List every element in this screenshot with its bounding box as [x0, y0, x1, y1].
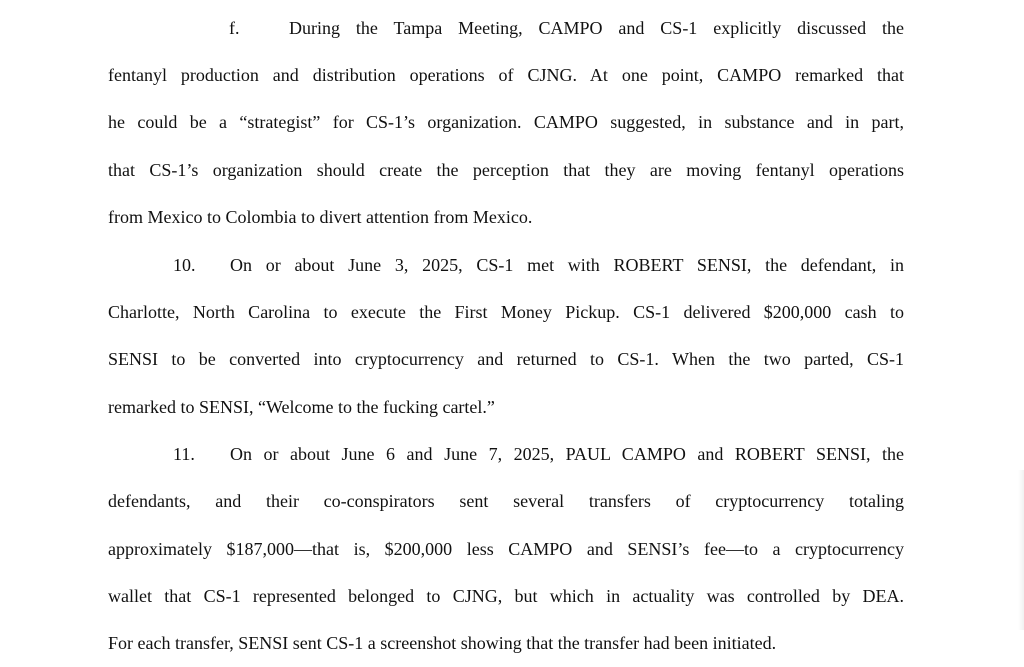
paragraph-line: from Mexico to Colombia to divert attention from Mexico.: [108, 207, 533, 227]
paragraph-marker: f.: [229, 18, 240, 38]
paragraph-line: he could be a “strategist” for CS-1’s organization. CAMPO suggested, in substance and in part,: [108, 112, 904, 132]
paragraph-line: defendants, and their co-conspirators sent several transfers of cryptocurrency totaling: [108, 491, 904, 511]
paragraph-number: 10.: [173, 255, 196, 275]
paragraph-line: SENSI to be converted into cryptocurrency and returned to CS-1. When the two parted, CS-1: [108, 349, 904, 369]
paragraph-line: For each transfer, SENSI sent CS-1 a screenshot showing that the transfer had been initiated.: [108, 633, 777, 653]
paragraph-number: 11.: [173, 444, 195, 464]
paragraph-line: On or about June 6 and June 7, 2025, PAUL CAMPO and ROBERT SENSI, the: [230, 444, 904, 464]
paragraph-line: fentanyl production and distribution operations of CJNG. At one point, CAMPO remarked that: [108, 65, 904, 85]
scan-edge-shadow: [1018, 470, 1024, 630]
paragraph-line: approximately $187,000—that is, $200,000 less CAMPO and SENSI’s fee—to a cryptocurrency: [108, 539, 904, 559]
paragraph-line: remarked to SENSI, “Welcome to the fucking cartel.”: [108, 397, 495, 417]
paragraph-line: wallet that CS-1 represented belonged to CJNG, but which in actuality was controlled by DEA.: [108, 586, 904, 606]
paragraph-line: During the Tampa Meeting, CAMPO and CS-1 explicitly discussed the: [289, 18, 904, 38]
paragraph-line: Charlotte, North Carolina to execute the First Money Pickup. CS-1 delivered $200,000 cash to: [108, 302, 904, 322]
paragraph-line: that CS-1’s organization should create the perception that they are moving fentanyl operations: [108, 160, 904, 180]
paragraph-line: On or about June 3, 2025, CS-1 met with ROBERT SENSI, the defendant, in: [230, 255, 904, 275]
